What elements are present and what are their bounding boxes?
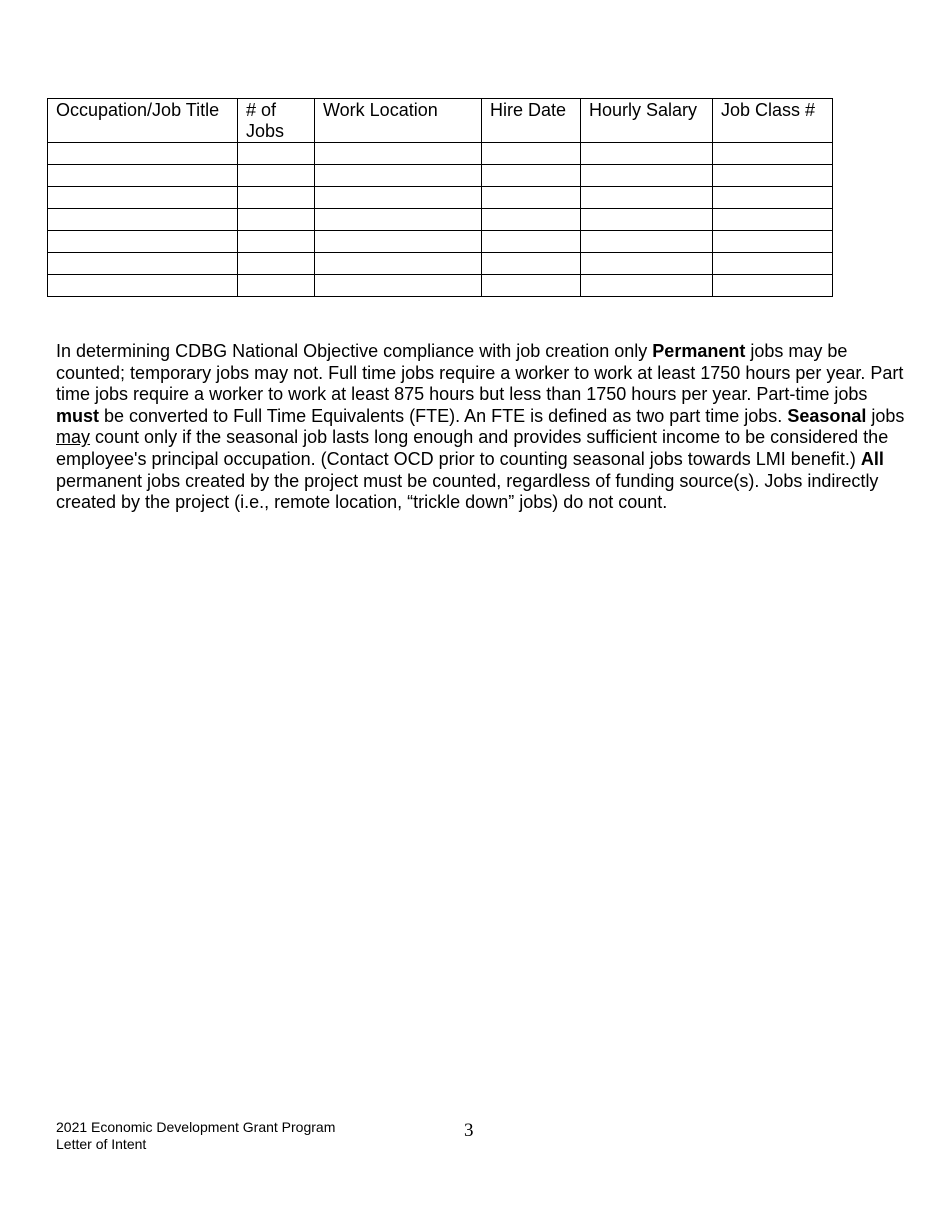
paragraph-text: jobs may be counted; temporary jobs may not. Full time jobs require a worker to work at least 1750 hours per year. Part time jobs require a worker to work at least 875 hours but less than 1750 hours per year. Part-time jobs <box>56 341 904 405</box>
table-cell[interactable] <box>315 143 482 165</box>
table-cell[interactable] <box>48 253 238 275</box>
table-cell[interactable] <box>713 209 833 231</box>
table-cell[interactable] <box>713 253 833 275</box>
table-row <box>48 275 833 297</box>
table-cell[interactable] <box>315 165 482 187</box>
table-cell[interactable] <box>315 253 482 275</box>
table-row <box>48 143 833 165</box>
table-cell[interactable] <box>581 143 713 165</box>
paragraph-text: permanent jobs created by the project must be counted, regardless of funding source(s). Jobs indirectly created by the project (i.e., remote location, “trickle down” jobs) do not count. <box>56 470 879 513</box>
table-cell[interactable] <box>482 275 581 297</box>
paragraph-text: jobs <box>866 405 905 426</box>
table-cell[interactable] <box>713 187 833 209</box>
table-cell[interactable] <box>581 187 713 209</box>
header-hire-date: Hire Date <box>482 99 581 143</box>
table-cell[interactable] <box>48 275 238 297</box>
paragraph-text: count only if the seasonal job lasts long enough and provides sufficient income to be considered the employee's principal occupation. (Contact OCD prior to counting seasonal jobs towards LMI benefit.) <box>56 427 889 469</box>
table-cell[interactable] <box>238 209 315 231</box>
footer-document-title: Letter of Intent <box>56 1136 147 1152</box>
table-cell[interactable] <box>238 253 315 275</box>
header-hourly-salary: Hourly Salary <box>581 99 713 143</box>
table-cell[interactable] <box>315 187 482 209</box>
table-cell[interactable] <box>315 231 482 253</box>
table-row <box>48 209 833 231</box>
table-cell[interactable] <box>581 275 713 297</box>
header-job-class-number: Job Class # <box>713 99 833 143</box>
table-cell[interactable] <box>315 209 482 231</box>
emphasis-may: may <box>56 427 91 448</box>
table-cell[interactable] <box>238 143 315 165</box>
header-work-location: Work Location <box>315 99 482 143</box>
table-cell[interactable] <box>581 253 713 275</box>
paragraph-text: be converted to Full Time Equivalents (FTE). An FTE is defined as two part time jobs. <box>99 405 788 426</box>
page-number: 3 <box>464 1120 474 1141</box>
table-cell[interactable] <box>482 143 581 165</box>
table-cell[interactable] <box>48 231 238 253</box>
table-row <box>48 253 833 275</box>
table-cell[interactable] <box>581 165 713 187</box>
emphasis-all: All <box>860 448 884 469</box>
paragraph-text: In determining CDBG National Objective compliance with job creation only <box>56 341 653 361</box>
footer-program-title: 2021 Economic Development Grant Program <box>56 1119 336 1135</box>
table-cell[interactable] <box>482 253 581 275</box>
compliance-paragraph <box>56 341 906 514</box>
table-row <box>48 165 833 187</box>
jobs-table <box>47 98 833 297</box>
table-cell[interactable] <box>482 231 581 253</box>
table-cell[interactable] <box>238 187 315 209</box>
table-cell[interactable] <box>238 165 315 187</box>
emphasis-must: must <box>56 405 100 426</box>
table-cell[interactable] <box>581 209 713 231</box>
table-row <box>48 187 833 209</box>
table-cell[interactable] <box>713 231 833 253</box>
header-occupation-job-title: Occupation/Job Title <box>48 99 238 143</box>
table-cell[interactable] <box>482 165 581 187</box>
table-cell[interactable] <box>581 231 713 253</box>
table-cell[interactable] <box>48 143 238 165</box>
table-cell[interactable] <box>48 165 238 187</box>
table-cell[interactable] <box>315 275 482 297</box>
table-cell[interactable] <box>48 187 238 209</box>
table-cell[interactable] <box>482 187 581 209</box>
table-cell[interactable] <box>713 275 833 297</box>
table-cell[interactable] <box>713 165 833 187</box>
table-cell[interactable] <box>238 231 315 253</box>
table-header-row <box>48 99 833 143</box>
emphasis-seasonal: Seasonal <box>787 405 867 426</box>
table-row <box>48 231 833 253</box>
footer <box>56 1119 335 1153</box>
table-cell[interactable] <box>713 143 833 165</box>
table-cell[interactable] <box>48 209 238 231</box>
emphasis-permanent: Permanent <box>652 341 746 361</box>
header-number-of-jobs: # of Jobs <box>238 99 315 143</box>
table-cell[interactable] <box>482 209 581 231</box>
table-cell[interactable] <box>238 275 315 297</box>
